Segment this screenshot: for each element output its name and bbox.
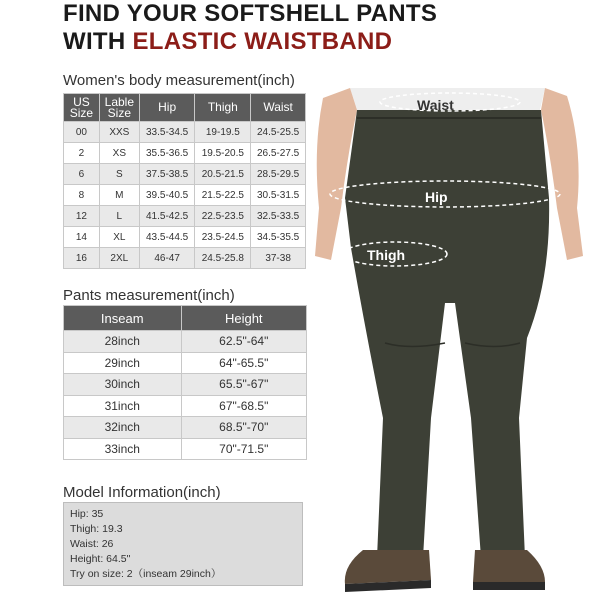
table-cell: 30inch <box>64 374 182 396</box>
table-cell: 32.5-33.5 <box>251 206 306 227</box>
pants-shape <box>345 110 549 558</box>
table-row <box>64 331 307 353</box>
table-row <box>64 164 306 185</box>
table-cell: 29inch <box>64 352 182 374</box>
model-info-title: Model Information(inch) <box>63 484 221 501</box>
table-row <box>64 352 307 374</box>
table-row <box>64 395 307 417</box>
right-shoe-shape <box>473 550 545 582</box>
body-measurement-table <box>63 93 306 269</box>
table-cell: L <box>99 206 139 227</box>
table-cell: 65.5"-67" <box>181 374 307 396</box>
table-cell: 2 <box>64 143 100 164</box>
table-header-row <box>64 94 306 122</box>
table-cell: 37.5-38.5 <box>139 164 195 185</box>
table-cell: 00 <box>64 122 100 143</box>
hip-label: Hip <box>425 189 448 205</box>
headline-accent: ELASTIC WAISTBAND <box>132 28 393 55</box>
model-try-on-size: Try on size: 2（inseam 29inch） <box>70 568 222 580</box>
table-row <box>64 438 307 460</box>
table-cell: 26.5-27.5 <box>251 143 306 164</box>
table-cell: 35.5-36.5 <box>139 143 195 164</box>
table-cell: 32inch <box>64 417 182 439</box>
table-cell: 33inch <box>64 438 182 460</box>
table-cell: 2XL <box>99 248 139 269</box>
model-thigh: Thigh: 19.3 <box>70 523 123 535</box>
header-inseam: Inseam <box>64 306 182 331</box>
table-cell: M <box>99 185 139 206</box>
table-cell: 46-47 <box>139 248 195 269</box>
table-cell: 20.5-21.5 <box>195 164 251 185</box>
header-label-size: Lable Size <box>99 94 139 122</box>
table-row <box>64 185 306 206</box>
table-cell: 8 <box>64 185 100 206</box>
table-cell: 23.5-24.5 <box>195 227 251 248</box>
header-thigh: Thigh <box>195 94 251 122</box>
table-row <box>64 227 306 248</box>
table-cell: 33.5-34.5 <box>139 122 195 143</box>
table-cell: XS <box>99 143 139 164</box>
table-cell: 28.5-29.5 <box>251 164 306 185</box>
table-cell: 14 <box>64 227 100 248</box>
table-row <box>64 143 306 164</box>
header-height: Height <box>181 306 307 331</box>
table-cell: 28inch <box>64 331 182 353</box>
table-cell: 19-19.5 <box>195 122 251 143</box>
table-row <box>64 374 307 396</box>
pants-measurement-table <box>63 305 307 460</box>
table-cell: 68.5"-70" <box>181 417 307 439</box>
table-cell: 21.5-22.5 <box>195 185 251 206</box>
table-cell: 6 <box>64 164 100 185</box>
header-us-size: US Size <box>64 94 100 122</box>
table-cell: 34.5-35.5 <box>251 227 306 248</box>
model-photo <box>305 88 600 600</box>
table-cell: 39.5-40.5 <box>139 185 195 206</box>
table-cell: 24.5-25.8 <box>195 248 251 269</box>
table-cell: 62.5"-64" <box>181 331 307 353</box>
table-cell: 37-38 <box>251 248 306 269</box>
table-cell: 43.5-44.5 <box>139 227 195 248</box>
table-row <box>64 122 306 143</box>
headline <box>63 0 463 56</box>
header-hip: Hip <box>139 94 195 122</box>
table-cell: S <box>99 164 139 185</box>
right-sole-shape <box>473 582 545 590</box>
body-measurement-title: Women's body measurement(inch) <box>63 72 295 89</box>
headline-line-1: FIND YOUR SOFTSHELL PANTS <box>63 0 438 27</box>
table-row <box>64 248 306 269</box>
table-cell: 41.5-42.5 <box>139 206 195 227</box>
table-cell: 67"-68.5" <box>181 395 307 417</box>
table-header-row <box>64 306 307 331</box>
header-waist: Waist <box>251 94 306 122</box>
table-row <box>64 206 306 227</box>
model-info-box <box>63 502 303 586</box>
table-cell: 22.5-23.5 <box>195 206 251 227</box>
table-row <box>64 417 307 439</box>
model-height: Height: 64.5" <box>70 553 131 565</box>
table-cell: 31inch <box>64 395 182 417</box>
table-cell: 64"-65.5" <box>181 352 307 374</box>
table-cell: 70"-71.5" <box>181 438 307 460</box>
table-cell: 16 <box>64 248 100 269</box>
left-shoe-shape <box>345 550 431 584</box>
thigh-label: Thigh <box>367 247 406 263</box>
model-hip: Hip: 35 <box>70 508 104 520</box>
table-cell: XL <box>99 227 139 248</box>
model-waist: Waist: 26 <box>70 538 114 550</box>
table-cell: XXS <box>99 122 139 143</box>
table-cell: 30.5-31.5 <box>251 185 306 206</box>
waist-label: Waist <box>417 97 454 113</box>
table-cell: 24.5-25.5 <box>251 122 306 143</box>
table-cell: 19.5-20.5 <box>195 143 251 164</box>
headline-prefix: WITH <box>63 28 133 55</box>
headline-line-2 <box>63 28 463 56</box>
pants-illustration <box>305 88 600 600</box>
pants-measurement-title: Pants measurement(inch) <box>63 287 235 304</box>
table-cell: 12 <box>64 206 100 227</box>
